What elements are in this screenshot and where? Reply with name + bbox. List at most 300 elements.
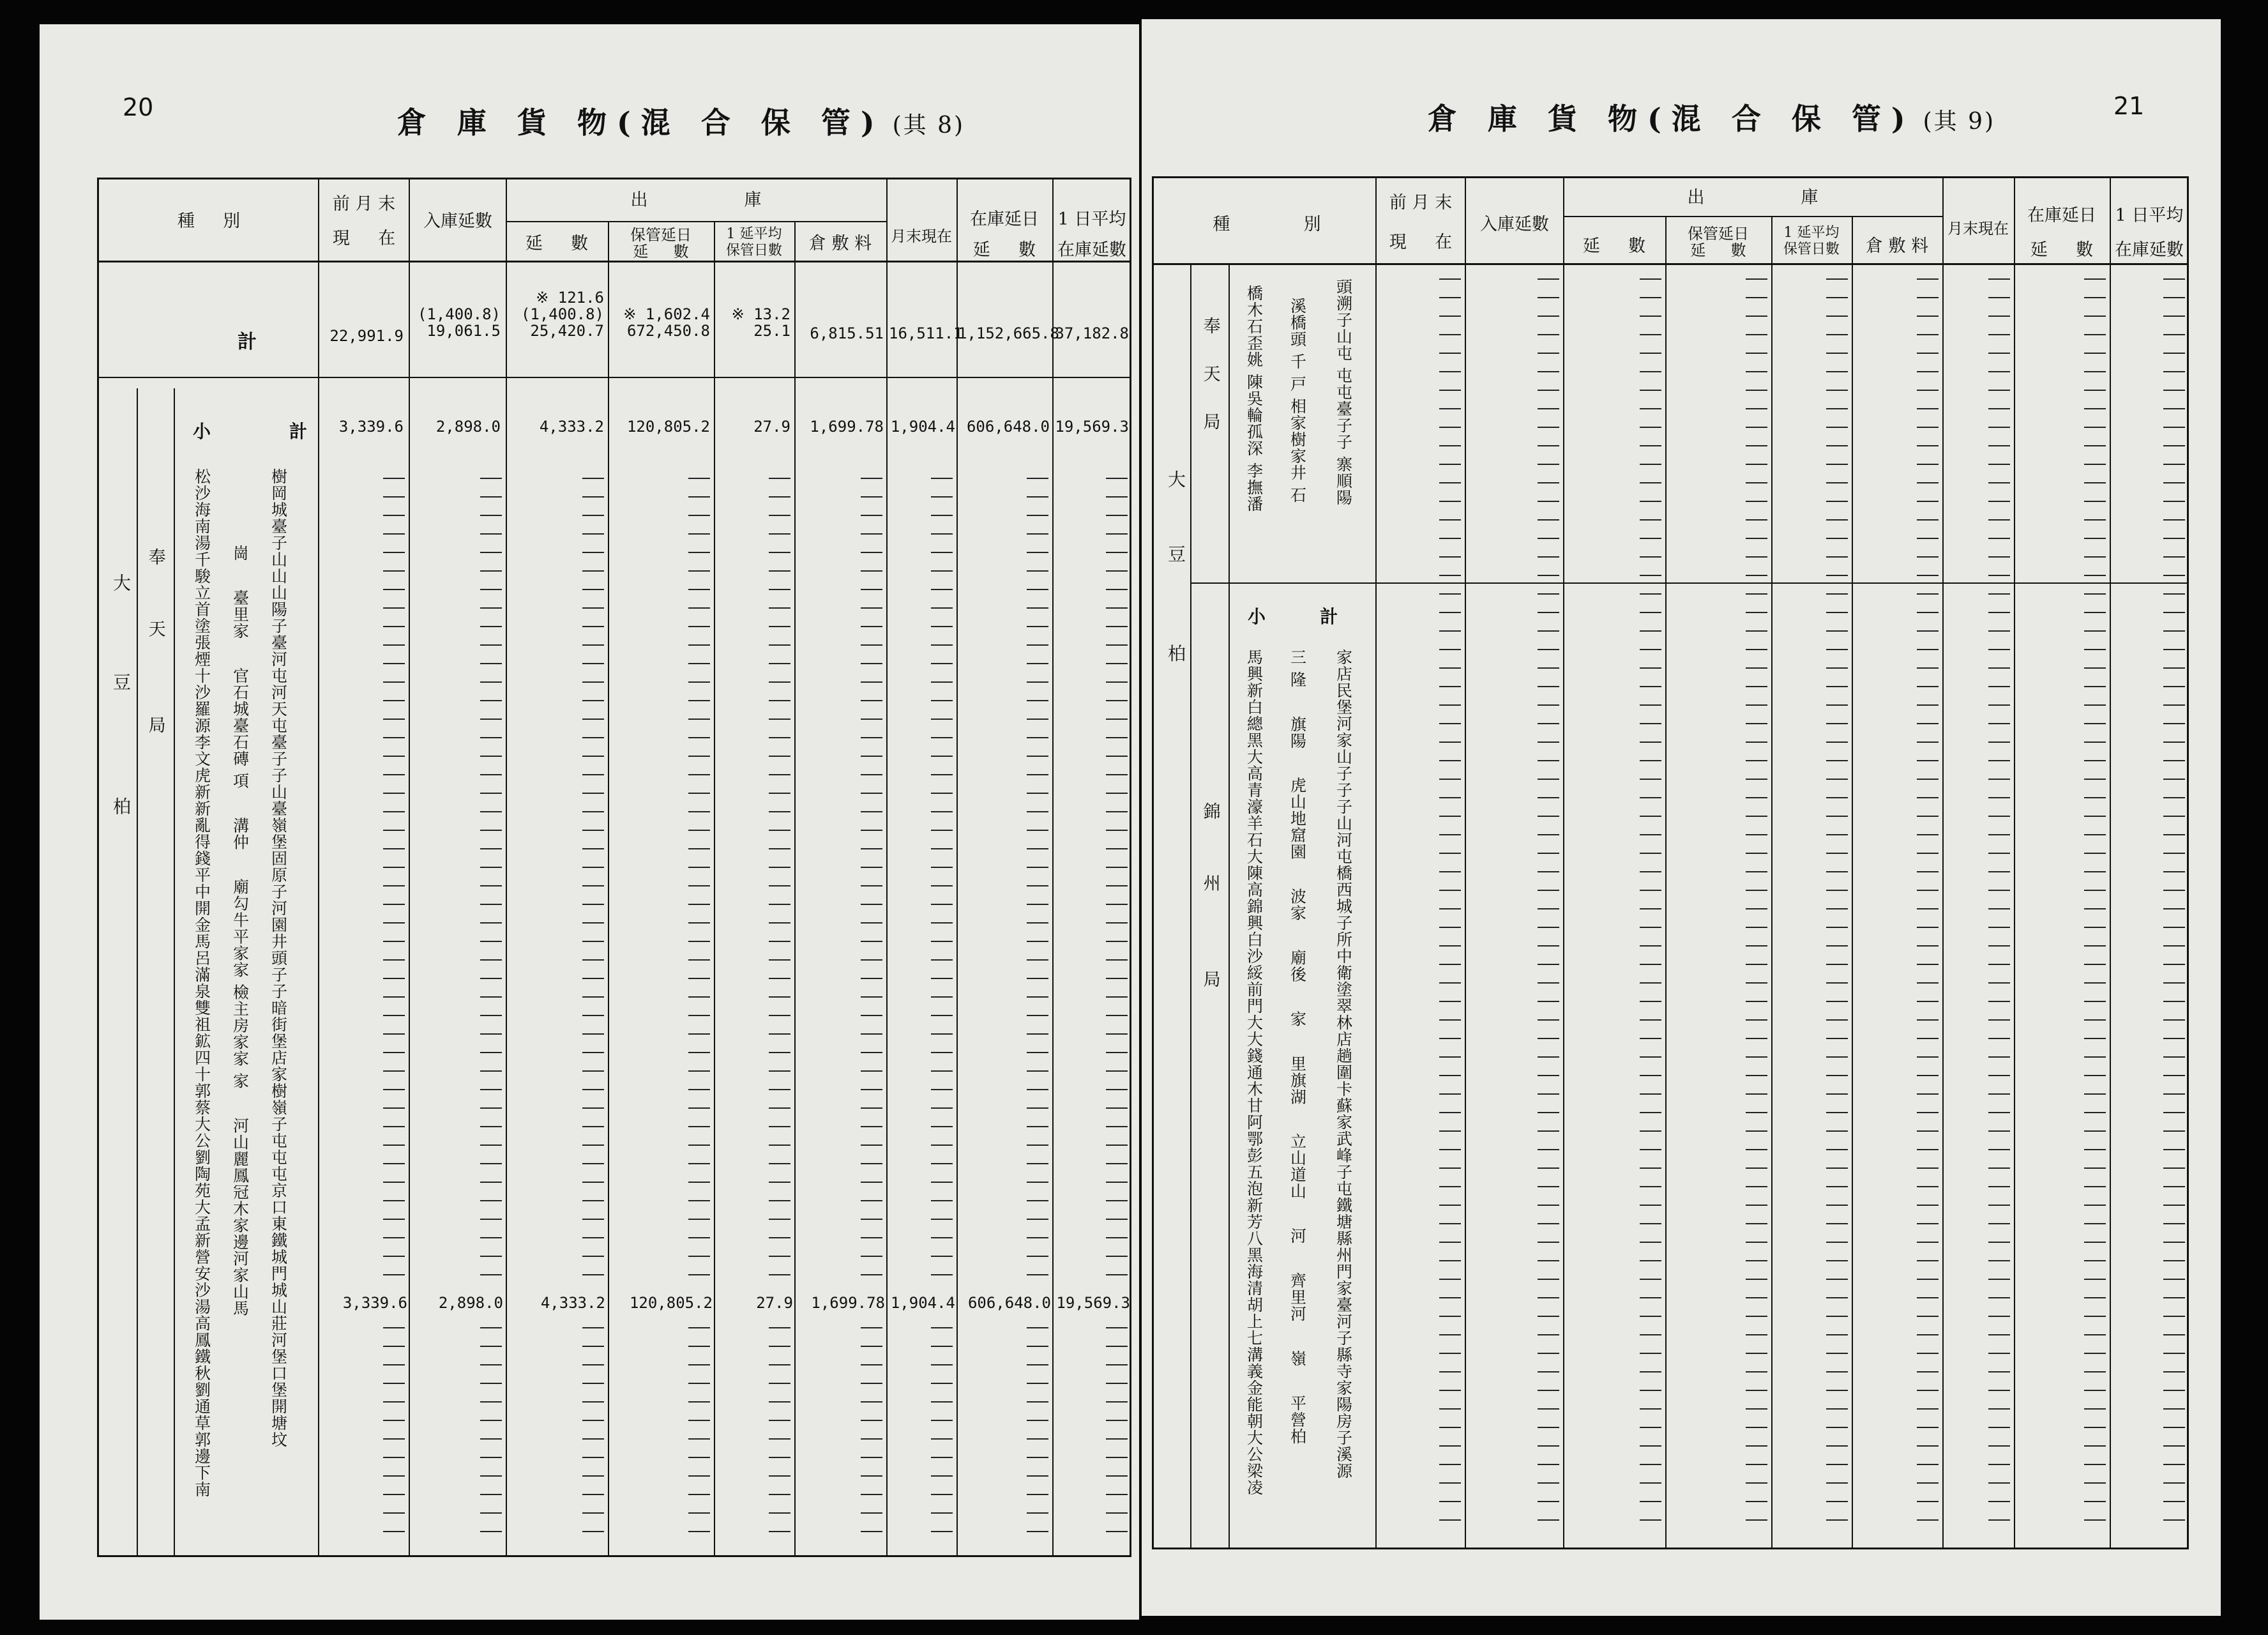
header-month-end: 月末現在 [891,227,952,245]
title-suffix: (其 9) [1923,109,1996,135]
empty-cell-dash [1439,704,1461,706]
empty-cell-dash [1988,316,2010,317]
empty-cell-dash [1106,830,1128,831]
empty-cell-dash [1106,922,1128,924]
empty-cell-dash [2084,1279,2106,1280]
empty-cell-dash [931,1274,953,1275]
empty-cell-dash [1988,612,2010,613]
empty-cell-dash [1640,353,1661,354]
empty-cell-dash [1640,630,1661,632]
empty-cell-dash [2084,1205,2106,1206]
total-avg-star: ※ 13.2 [731,305,790,323]
empty-cell-dash [1439,1223,1461,1224]
empty-cell-dash [861,774,882,775]
empty-cell-dash [2084,556,2106,558]
empty-cell-dash [1988,723,2010,724]
page-number: 21 [2113,92,2145,120]
empty-cell-dash [383,1401,405,1403]
header-daily-avg-1: 1 日平均 [1057,209,1126,229]
empty-cell-dash [1439,982,1461,984]
empty-cell-dash [1826,1297,1848,1298]
empty-cell-dash [1439,630,1461,632]
empty-cell-dash [861,681,882,683]
empty-cell-dash [1826,871,1848,872]
empty-cell-dash [480,793,502,794]
empty-cell-dash [1439,890,1461,891]
empty-cell-dash [1538,297,1559,298]
empty-cell-dash [1917,779,1939,780]
empty-cell-dash [1746,945,1767,947]
empty-cell-dash [1439,1297,1461,1298]
empty-cell-dash [1746,779,1767,780]
empty-cell-dash [1538,1167,1559,1169]
empty-cell-dash [931,978,953,979]
empty-cell-dash [1826,519,1848,521]
empty-cell-dash [582,1015,604,1016]
empty-cell-dash [861,515,882,516]
subtotal-storage: 120,805.2 [626,418,710,436]
empty-cell-dash [1106,1126,1128,1127]
empty-cell-dash [1538,927,1559,928]
empty-cell-dash [480,1200,502,1201]
empty-cell-dash [480,941,502,942]
empty-cell-dash [1917,760,1939,761]
empty-cell-dash [1988,927,2010,928]
empty-cell-dash [383,904,405,905]
empty-cell-dash [1027,922,1048,924]
empty-cell-dash [1826,760,1848,761]
empty-cell-dash [2084,1112,2106,1113]
empty-cell-dash [1988,630,2010,632]
empty-cell-dash [1640,1260,1661,1261]
empty-cell-dash [2084,482,2106,483]
empty-cell-dash [1746,1353,1767,1354]
empty-cell-dash [1917,1242,1939,1243]
header-avg-1: 1 延平均 [726,226,782,242]
empty-cell-dash [861,867,882,868]
empty-cell-dash [1027,996,1048,998]
empty-cell-dash [383,959,405,961]
empty-cell-dash [1640,612,1661,613]
empty-cell-dash [688,793,710,794]
header-fee: 倉 敷 料 [808,234,872,254]
empty-cell-dash [1439,1019,1461,1021]
empty-cell-dash [480,1015,502,1016]
empty-cell-dash [931,1531,953,1532]
empty-cell-dash [1988,982,2010,984]
empty-cell-dash [1027,1144,1048,1146]
empty-cell-dash [769,515,790,516]
empty-cell-dash [2084,1482,2106,1484]
empty-cell-dash [383,774,405,775]
empty-cell-dash [582,1494,604,1495]
empty-cell-dash [1988,1519,2010,1521]
empty-cell-dash [1917,1297,1939,1298]
empty-cell-dash [1917,927,1939,928]
empty-cell-dash [1106,811,1128,812]
empty-cell-dash [1439,1056,1461,1058]
empty-cell-dash [931,496,953,498]
empty-cell-dash [2084,945,2106,947]
empty-cell-dash [1538,1186,1559,1187]
empty-cell-dash [1826,1149,1848,1150]
empty-cell-dash [582,719,604,720]
empty-cell-dash [1746,575,1767,576]
empty-cell-dash [1917,1371,1939,1373]
empty-cell-dash [931,959,953,961]
empty-cell-dash [2163,278,2185,280]
empty-cell-dash [1439,741,1461,743]
empty-cell-dash [582,1144,604,1146]
empty-cell-dash [861,1070,882,1072]
empty-cell-dash [2084,1371,2106,1373]
empty-cell-dash [1106,1531,1128,1532]
empty-cell-dash [383,1089,405,1090]
empty-cell-dash [1538,871,1559,872]
empty-cell-dash [1917,501,1939,502]
empty-cell-dash [2084,630,2106,632]
empty-cell-dash [769,681,790,683]
empty-cell-dash [480,1052,502,1053]
empty-cell-dash [480,1383,502,1384]
empty-cell-dash [1826,834,1848,835]
empty-cell-dash [2163,945,2185,947]
empty-cell-dash [1746,630,1767,632]
empty-cell-dash [2084,760,2106,761]
empty-cell-dash [1027,978,1048,979]
empty-cell-dash [769,1420,790,1421]
empty-cell-dash [582,1107,604,1109]
empty-cell-dash [1439,1186,1461,1187]
empty-cell-dash [1538,1001,1559,1002]
empty-cell-dash [480,1475,502,1477]
empty-cell-dash [1746,297,1767,298]
empty-cell-dash [1640,1464,1661,1465]
empty-cell-dash [1439,927,1461,928]
empty-cell-dash [861,533,882,535]
empty-cell-dash [1439,334,1461,335]
empty-cell-dash [1640,538,1661,539]
empty-cell-dash [688,700,710,701]
empty-cell-dash [1106,1163,1128,1164]
empty-cell-dash [931,941,953,942]
empty-cell-dash [1538,1371,1559,1373]
empty-cell-dash [1538,445,1559,446]
empty-cell-dash [1439,612,1461,613]
empty-cell-dash [582,1346,604,1347]
empty-cell-dash [1027,1126,1048,1127]
total-fee: 6,815.51 [810,324,884,342]
empty-cell-dash [1106,1089,1128,1090]
empty-cell-dash [1826,1390,1848,1391]
empty-cell-dash [582,663,604,664]
empty-cell-dash [1826,1501,1848,1502]
empty-cell-dash [1439,686,1461,687]
empty-cell-dash [383,1126,405,1127]
empty-cell-dash [1826,927,1848,928]
empty-cell-dash [480,1033,502,1035]
empty-cell-dash [688,478,710,479]
empty-cell-dash [1027,1383,1048,1384]
empty-cell-dash [1439,556,1461,558]
empty-cell-dash [1439,390,1461,391]
empty-cell-dash [769,1438,790,1440]
empty-cell-dash [1106,1033,1128,1035]
empty-cell-dash [383,1070,405,1072]
empty-cell-dash [2084,1130,2106,1132]
header-avg-2: 保管日數 [1783,241,1840,257]
empty-cell-dash [2163,1519,2185,1521]
empty-cell-dash [2084,612,2106,613]
empty-cell-dash [1439,1501,1461,1502]
header-kind: 種 別 [1213,215,1321,234]
empty-cell-dash [1988,353,2010,354]
empty-cell-dash [2084,1519,2106,1521]
empty-cell-dash [1106,1512,1128,1514]
empty-cell-dash [1746,371,1767,372]
empty-cell-dash [2084,1149,2106,1150]
empty-cell-dash [2163,1075,2185,1076]
empty-cell-dash [1826,408,1848,409]
empty-cell-dash [1746,427,1767,428]
empty-cell-dash [1106,1182,1128,1183]
empty-cell-dash [2163,760,2185,761]
empty-cell-dash [1988,1167,2010,1169]
empty-cell-dash [688,1475,710,1477]
empty-cell-dash [383,1033,405,1035]
empty-cell-dash [2084,427,2106,428]
empty-cell-dash [383,719,405,720]
empty-cell-dash [1439,278,1461,280]
empty-cell-dash [383,811,405,812]
empty-cell-dash [480,811,502,812]
empty-cell-dash [931,1033,953,1035]
empty-cell-dash [1988,538,2010,539]
empty-cell-dash [480,1237,502,1238]
empty-cell-dash [769,793,790,794]
empty-cell-dash [1640,1482,1661,1484]
header-prev-month-end: 前 月 末 [1389,193,1453,213]
empty-cell-dash [1106,644,1128,646]
empty-cell-dash [480,1163,502,1164]
empty-cell-dash [1106,1219,1128,1220]
empty-cell-dash [931,1346,953,1347]
empty-cell-dash [1106,589,1128,590]
empty-cell-dash [383,1256,405,1257]
empty-cell-dash [1746,982,1767,984]
page-title [1428,96,1995,138]
lower-fee: 1,699.78 [811,1294,885,1312]
empty-cell-dash [2163,890,2185,891]
empty-cell-dash [1917,593,1939,595]
empty-cell-dash [1640,760,1661,761]
empty-cell-dash [480,774,502,775]
empty-cell-dash [1538,1316,1559,1317]
empty-cell-dash [861,1346,882,1347]
empty-cell-dash [861,552,882,553]
header-daily-avg-2: 在庫延數 [2115,240,2184,260]
empty-cell-dash [1538,649,1559,650]
empty-cell-dash [1917,982,1939,984]
empty-cell-dash [2084,519,2106,521]
empty-cell-dash [1826,1112,1848,1113]
empty-cell-dash [1826,779,1848,780]
empty-cell-dash [2163,427,2185,428]
lower-incoming: 2,898.0 [438,1294,503,1312]
empty-cell-dash [1746,1223,1767,1224]
empty-cell-dash [2084,297,2106,298]
bureau-upper-label: 奉 天 局 [1200,317,1220,431]
empty-cell-dash [1027,830,1048,831]
empty-cell-dash [383,885,405,886]
empty-cell-dash [582,552,604,553]
empty-cell-dash [1106,1364,1128,1365]
empty-cell-dash [1027,1531,1048,1532]
empty-cell-dash [769,1144,790,1146]
empty-cell-dash [688,1274,710,1275]
empty-cell-dash [931,478,953,479]
empty-cell-dash [582,1364,604,1365]
empty-cell-dash [1826,1001,1848,1002]
empty-cell-dash [2084,1001,2106,1002]
empty-cell-dash [931,1401,953,1403]
empty-cell-dash [2084,649,2106,650]
empty-cell-dash [769,1200,790,1201]
empty-cell-dash [1826,1223,1848,1224]
empty-cell-dash [2084,1019,2106,1021]
empty-cell-dash [931,533,953,535]
header-storage-days-1: 保管延日 [630,226,692,244]
empty-cell-dash [1988,1093,2010,1095]
empty-cell-dash [582,478,604,479]
empty-cell-dash [1640,1112,1661,1113]
empty-cell-dash [688,737,710,738]
empty-cell-dash [1027,1219,1048,1220]
empty-cell-dash [861,793,882,794]
empty-cell-dash [1640,1371,1661,1373]
header-incoming: 入庫延數 [1480,215,1549,234]
lower-avg: 27.9 [756,1294,793,1312]
empty-cell-dash [1027,626,1048,627]
empty-cell-dash [1439,1242,1461,1243]
empty-cell-dash [1746,797,1767,798]
empty-cell-dash [1826,1075,1848,1076]
empty-cell-dash [1538,371,1559,372]
empty-cell-dash [861,644,882,646]
empty-cell-dash [1106,1274,1128,1275]
empty-cell-dash [1746,1371,1767,1373]
empty-cell-dash [1826,1427,1848,1428]
empty-cell-dash [1640,927,1661,928]
empty-cell-dash [1439,1519,1461,1521]
empty-cell-dash [1106,700,1128,701]
empty-cell-dash [1439,760,1461,761]
empty-cell-dash [688,1457,710,1458]
empty-cell-dash [480,552,502,553]
empty-cell-dash [1640,797,1661,798]
empty-cell-dash [480,1219,502,1220]
empty-cell-dash [480,1327,502,1328]
empty-cell-dash [1640,723,1661,724]
region-label: 大 豆 柏 [1165,470,1186,663]
total-daily-avg: 37,182.8 [1055,324,1129,342]
empty-cell-dash [1826,964,1848,965]
total-out-star: ※ 121.6 [536,289,604,307]
empty-cell-dash [582,959,604,961]
empty-cell-dash [688,626,710,627]
empty-cell-dash [1746,1167,1767,1169]
empty-cell-dash [1917,297,1939,298]
empty-cell-dash [1538,1519,1559,1521]
empty-cell-dash [1826,1482,1848,1484]
empty-cell-dash [1027,1237,1048,1238]
empty-cell-dash [1640,779,1661,780]
empty-cell-dash [582,848,604,849]
empty-cell-dash [1439,538,1461,539]
empty-cell-dash [931,607,953,609]
empty-cell-dash [1027,1327,1048,1328]
empty-cell-dash [1027,607,1048,609]
total-storage-star: ※ 1,602.4 [623,305,710,323]
total-label: 計 [238,331,257,353]
empty-cell-dash [383,496,405,498]
empty-cell-dash [1640,649,1661,650]
empty-cell-dash [1538,1149,1559,1150]
subtotal-stock-days: 606,648.0 [966,418,1050,436]
empty-cell-dash [1917,1260,1939,1261]
empty-cell-dash [688,644,710,646]
empty-cell-dash [1917,1186,1939,1187]
lower-station-column-1: 家店民堡河家山子子子山河屯橋西城子所中衛塗翠林店趟圍卡蘇家武峰子屯鐵塘縣州門家臺河子縣寺家陽房子溪源 [1334,649,1353,1479]
empty-cell-dash [861,663,882,664]
empty-cell-dash [1640,834,1661,835]
empty-cell-dash [1746,556,1767,558]
empty-cell-dash [1640,890,1661,891]
empty-cell-dash [1826,945,1848,947]
empty-cell-dash [1917,353,1939,354]
title-text: 倉 庫 貨 物(混 合 保 管) [397,105,885,140]
empty-cell-dash [769,774,790,775]
empty-cell-dash [1917,908,1939,909]
empty-cell-dash [931,515,953,516]
empty-cell-dash [1746,1501,1767,1502]
empty-cell-dash [383,1107,405,1109]
empty-cell-dash [1106,515,1128,516]
lower-daily-avg: 19,569.3 [1056,1294,1130,1312]
empty-cell-dash [383,1144,405,1146]
empty-cell-dash [769,922,790,924]
empty-cell-dash [1826,1519,1848,1521]
empty-cell-dash [931,1200,953,1201]
empty-cell-dash [1917,1205,1939,1206]
empty-cell-dash [1538,964,1559,965]
empty-cell-dash [1826,427,1848,428]
empty-cell-dash [1988,890,2010,891]
empty-cell-dash [1106,1420,1128,1421]
empty-cell-dash [383,830,405,831]
empty-cell-dash [1826,797,1848,798]
empty-cell-dash [769,830,790,831]
empty-cell-dash [1826,1038,1848,1039]
empty-cell-dash [688,830,710,831]
empty-cell-dash [480,681,502,683]
empty-cell-dash [1988,1223,2010,1224]
empty-cell-dash [1640,1205,1661,1206]
empty-cell-dash [2084,575,2106,576]
empty-cell-dash [1917,408,1939,409]
empty-cell-dash [2163,853,2185,854]
empty-cell-dash [1988,760,2010,761]
